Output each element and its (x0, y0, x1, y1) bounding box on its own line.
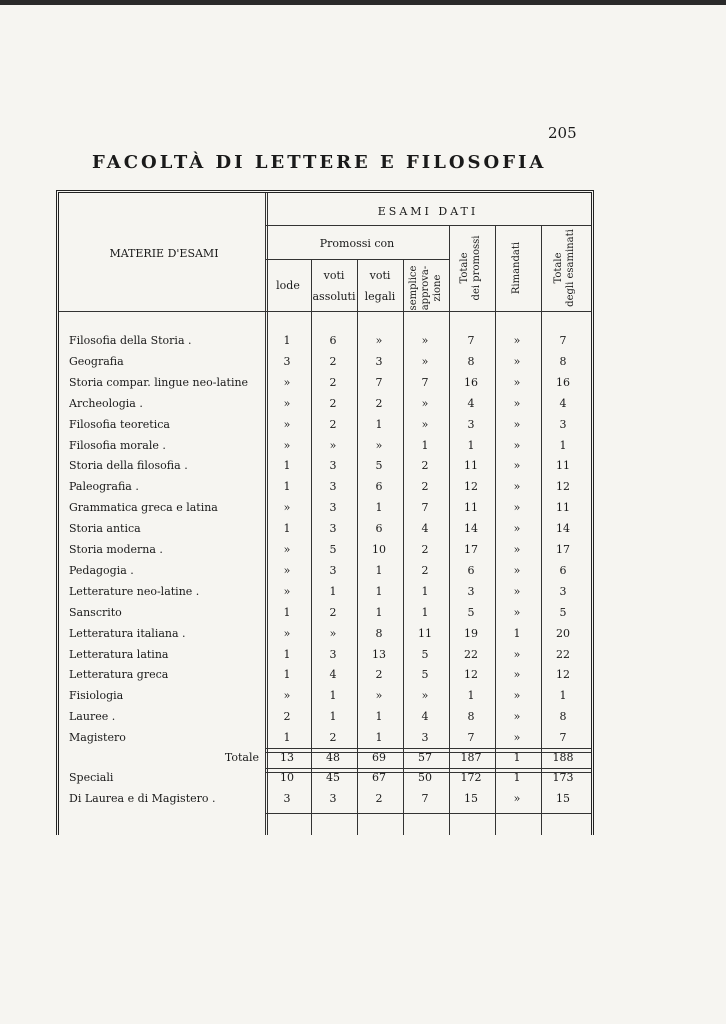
table-row (59, 501, 591, 522)
row-cell: » (375, 334, 383, 347)
table-row (59, 376, 591, 397)
header-rimandati: Rimandati (511, 241, 522, 295)
row-cell: 12 (556, 480, 570, 493)
header-totale-promossi (459, 223, 485, 313)
table-row (59, 543, 591, 564)
row-cell: 6 (559, 564, 567, 577)
table-row (59, 668, 591, 689)
header-voti-legali (357, 269, 403, 303)
row-cell: » (283, 627, 291, 640)
row-cell: 1 (283, 668, 291, 681)
row-cell: 2 (375, 668, 383, 681)
row-cell: » (513, 689, 521, 702)
row-cell: » (513, 648, 521, 661)
table-row (59, 334, 591, 355)
row-cell: 188 (552, 751, 574, 764)
row-subject: Sanscrito (69, 606, 122, 619)
row-cell: 17 (556, 543, 570, 556)
row-cell: 2 (421, 543, 429, 556)
row-cell: 8 (467, 710, 475, 723)
row-cell: 3 (283, 355, 291, 368)
table-row (59, 355, 591, 376)
row-cell: » (513, 543, 521, 556)
bottom-separator (265, 813, 591, 814)
row-cell: 3 (329, 648, 337, 661)
row-cell: 1 (329, 710, 337, 723)
header-divider (265, 225, 591, 226)
row-cell: 3 (559, 418, 567, 431)
row-cell: » (513, 668, 521, 681)
row-cell: » (513, 731, 521, 744)
header-voti-assoluti-l2: assoluti (312, 290, 356, 303)
row-cell: 2 (421, 480, 429, 493)
header-subjects: MATERIE D'ESAMI (109, 247, 219, 260)
row-cell: » (421, 397, 429, 410)
row-cell: 2 (375, 792, 383, 805)
page-top-edge (0, 0, 726, 5)
header-voti-assoluti-l1: voti (323, 269, 345, 282)
row-cell: 48 (326, 751, 340, 764)
row-cell: » (513, 397, 521, 410)
header-voti-assoluti (311, 269, 357, 303)
row-cell: 4 (421, 710, 429, 723)
row-cell: 3 (329, 480, 337, 493)
header-totale-promossi-l1: Totale (459, 252, 470, 284)
row-cell: 15 (464, 792, 478, 805)
row-cell: 7 (421, 792, 429, 805)
row-cell: » (283, 397, 291, 410)
exam-table (56, 190, 594, 835)
row-cell: » (283, 564, 291, 577)
row-cell: 22 (464, 648, 478, 661)
row-cell: » (513, 334, 521, 347)
row-cell: » (513, 439, 521, 452)
row-cell: 4 (467, 397, 475, 410)
row-cell: 1 (329, 585, 337, 598)
row-cell: » (513, 710, 521, 723)
row-cell: 8 (559, 355, 567, 368)
row-cell: 5 (421, 668, 429, 681)
row-cell: » (513, 418, 521, 431)
row-cell: 3 (467, 585, 475, 598)
row-cell: 1 (513, 751, 521, 764)
row-cell: » (375, 439, 383, 452)
row-subject: Magistero (69, 731, 126, 744)
row-cell: » (329, 439, 337, 452)
row-cell: 11 (556, 459, 570, 472)
row-cell: » (283, 501, 291, 514)
row-cell: 187 (460, 751, 482, 764)
header-semplice-l3: zione (432, 274, 443, 302)
row-cell: 173 (552, 771, 574, 784)
header-totale-esaminati-l1: Totale (553, 252, 564, 284)
row-subject: Storia moderna . (69, 543, 163, 556)
row-cell: 2 (329, 731, 337, 744)
row-cell: 1 (375, 710, 383, 723)
row-subject: Letteratura italiana . (69, 627, 186, 640)
header-voti-legali-l2: legali (364, 290, 396, 303)
row-cell: 5 (421, 648, 429, 661)
row-cell: » (421, 689, 429, 702)
row-cell: 12 (556, 668, 570, 681)
row-cell: 2 (283, 710, 291, 723)
row-subject: Pedagogia . (69, 564, 134, 577)
header-semplice-l1: semplice (408, 265, 419, 311)
table-row (59, 710, 591, 731)
row-cell: » (513, 480, 521, 493)
row-cell: » (513, 792, 521, 805)
row-cell: 1 (375, 564, 383, 577)
row-cell: 2 (329, 606, 337, 619)
table-row (59, 397, 591, 418)
row-cell: 11 (464, 459, 478, 472)
row-cell: 12 (464, 480, 478, 493)
row-subject: Totale (224, 751, 259, 764)
row-cell: 3 (329, 564, 337, 577)
row-cell: » (421, 355, 429, 368)
row-subject: Filosofia teoretica (69, 418, 170, 431)
row-cell: 67 (372, 771, 386, 784)
row-cell: 1 (375, 418, 383, 431)
row-cell: 19 (464, 627, 478, 640)
row-subject: Paleografia . (69, 480, 139, 493)
row-cell: 2 (329, 418, 337, 431)
row-cell: 11 (464, 501, 478, 514)
row-subject: Di Laurea e di Magistero . (69, 792, 216, 805)
row-cell: 10 (372, 543, 386, 556)
row-cell: » (513, 585, 521, 598)
row-cell: 2 (329, 397, 337, 410)
summary-row (59, 771, 591, 792)
row-cell: 3 (329, 522, 337, 535)
table-row (59, 480, 591, 501)
row-cell: 6 (467, 564, 475, 577)
row-subject: Lauree . (69, 710, 116, 723)
row-cell: 1 (559, 689, 567, 702)
row-cell: 1 (513, 627, 521, 640)
row-cell: » (513, 522, 521, 535)
row-cell: 5 (559, 606, 567, 619)
row-cell: 50 (418, 771, 432, 784)
row-cell: 10 (280, 771, 294, 784)
row-cell: 57 (418, 751, 432, 764)
row-cell: 8 (375, 627, 383, 640)
header-totale-esaminati-l2: degli esaminati (565, 229, 576, 307)
row-cell: 4 (559, 397, 567, 410)
row-cell: 11 (556, 501, 570, 514)
table-row (59, 564, 591, 585)
row-cell: 1 (283, 606, 291, 619)
row-cell: 2 (375, 397, 383, 410)
header-exams: ESAMI DATI (377, 205, 479, 218)
row-cell: 7 (559, 334, 567, 347)
row-cell: 6 (375, 522, 383, 535)
row-cell: 1 (283, 648, 291, 661)
row-cell: 7 (467, 731, 475, 744)
row-cell: 12 (464, 668, 478, 681)
row-cell: » (421, 334, 429, 347)
row-cell: 13 (372, 648, 386, 661)
row-cell: » (283, 543, 291, 556)
row-cell: 3 (467, 418, 475, 431)
row-subject: Storia compar. lingue neo-latine (69, 376, 249, 389)
row-cell: » (513, 376, 521, 389)
row-cell: » (283, 585, 291, 598)
row-subject: Fisiologia (69, 689, 124, 702)
table-row (59, 522, 591, 543)
row-cell: » (283, 418, 291, 431)
row-cell: 3 (421, 731, 429, 744)
table-row (59, 648, 591, 669)
row-cell: 1 (283, 480, 291, 493)
row-subject: Filosofia della Storia . (69, 334, 192, 347)
header-voti-legali-l1: voti (369, 269, 391, 282)
row-cell: 4 (329, 668, 337, 681)
row-subject: Archeologia . (69, 397, 143, 410)
row-cell: 1 (375, 606, 383, 619)
row-cell: 7 (375, 376, 383, 389)
row-cell: 7 (467, 334, 475, 347)
row-cell: » (283, 376, 291, 389)
row-cell: » (283, 689, 291, 702)
table-row (59, 439, 591, 460)
row-cell: 45 (326, 771, 340, 784)
row-cell: 20 (556, 627, 570, 640)
row-subject: Letterature neo-latine . (69, 585, 200, 598)
row-cell: 6 (329, 334, 337, 347)
row-cell: 69 (372, 751, 386, 764)
table-row (59, 606, 591, 627)
row-subject: Letteratura latina (69, 648, 169, 661)
row-cell: 1 (421, 439, 429, 452)
row-cell: » (283, 439, 291, 452)
header-promoted-with: Promossi con (319, 237, 395, 250)
row-cell: 14 (556, 522, 570, 535)
row-cell: 22 (556, 648, 570, 661)
header-semplice (408, 243, 444, 333)
page-title: FACOLTÀ DI LETTERE E FILOSOFIA (92, 152, 547, 173)
row-cell: 7 (421, 376, 429, 389)
row-cell: 8 (559, 710, 567, 723)
row-subject: Geografia (69, 355, 124, 368)
row-cell: 5 (375, 459, 383, 472)
row-cell: 3 (283, 792, 291, 805)
row-cell: 2 (329, 355, 337, 368)
row-cell: 1 (559, 439, 567, 452)
row-cell: 15 (556, 792, 570, 805)
row-cell: 7 (421, 501, 429, 514)
row-cell: 1 (421, 606, 429, 619)
row-cell: 13 (280, 751, 294, 764)
row-cell: 3 (329, 501, 337, 514)
row-cell: 16 (556, 376, 570, 389)
header-lode: lode (276, 279, 300, 292)
table-row (59, 585, 591, 606)
row-cell: 1 (467, 439, 475, 452)
summary-row (59, 792, 591, 813)
row-cell: 2 (421, 564, 429, 577)
row-cell: 1 (375, 501, 383, 514)
row-cell: 1 (375, 585, 383, 598)
row-cell: 3 (559, 585, 567, 598)
row-cell: 7 (559, 731, 567, 744)
row-subject: Letteratura greca (69, 668, 169, 681)
header-totale-promossi-l2: dei promossi (471, 235, 482, 301)
row-cell: 3 (329, 459, 337, 472)
row-subject: Filosofia morale . (69, 439, 166, 452)
row-cell: » (513, 501, 521, 514)
row-cell: 1 (283, 522, 291, 535)
row-subject: Storia antica (69, 522, 141, 535)
row-cell: 1 (513, 771, 521, 784)
row-cell: » (513, 606, 521, 619)
row-cell: 6 (375, 480, 383, 493)
row-cell: 1 (283, 334, 291, 347)
row-cell: 1 (375, 731, 383, 744)
table-row (59, 689, 591, 710)
row-cell: » (513, 459, 521, 472)
row-cell: 11 (418, 627, 432, 640)
row-cell: » (329, 627, 337, 640)
row-cell: 5 (329, 543, 337, 556)
row-cell: » (421, 418, 429, 431)
row-cell: 4 (421, 522, 429, 535)
table-row (59, 459, 591, 480)
total-separator (265, 748, 591, 753)
row-cell: 3 (329, 792, 337, 805)
row-cell: 2 (329, 376, 337, 389)
row-cell: 8 (467, 355, 475, 368)
header-semplice-l2: approva- (420, 265, 431, 311)
row-cell: 1 (283, 459, 291, 472)
row-cell: 1 (283, 731, 291, 744)
row-cell: 2 (421, 459, 429, 472)
header-totale-esaminati (553, 223, 579, 313)
row-subject: Speciali (69, 771, 114, 784)
table-row (59, 418, 591, 439)
row-cell: 5 (467, 606, 475, 619)
row-subject: Grammatica greca e latina (69, 501, 218, 514)
row-cell: » (375, 689, 383, 702)
row-subject: Storia della filosofia . (69, 459, 188, 472)
row-cell: 1 (421, 585, 429, 598)
row-cell: 172 (460, 771, 482, 784)
row-cell: 17 (464, 543, 478, 556)
total-separator (265, 768, 591, 773)
row-cell: » (513, 564, 521, 577)
row-cell: 16 (464, 376, 478, 389)
row-cell: 3 (375, 355, 383, 368)
row-cell: 1 (329, 689, 337, 702)
row-cell: » (513, 355, 521, 368)
page-number: 205 (548, 124, 577, 142)
row-cell: 1 (467, 689, 475, 702)
row-cell: 14 (464, 522, 478, 535)
table-row (59, 627, 591, 648)
